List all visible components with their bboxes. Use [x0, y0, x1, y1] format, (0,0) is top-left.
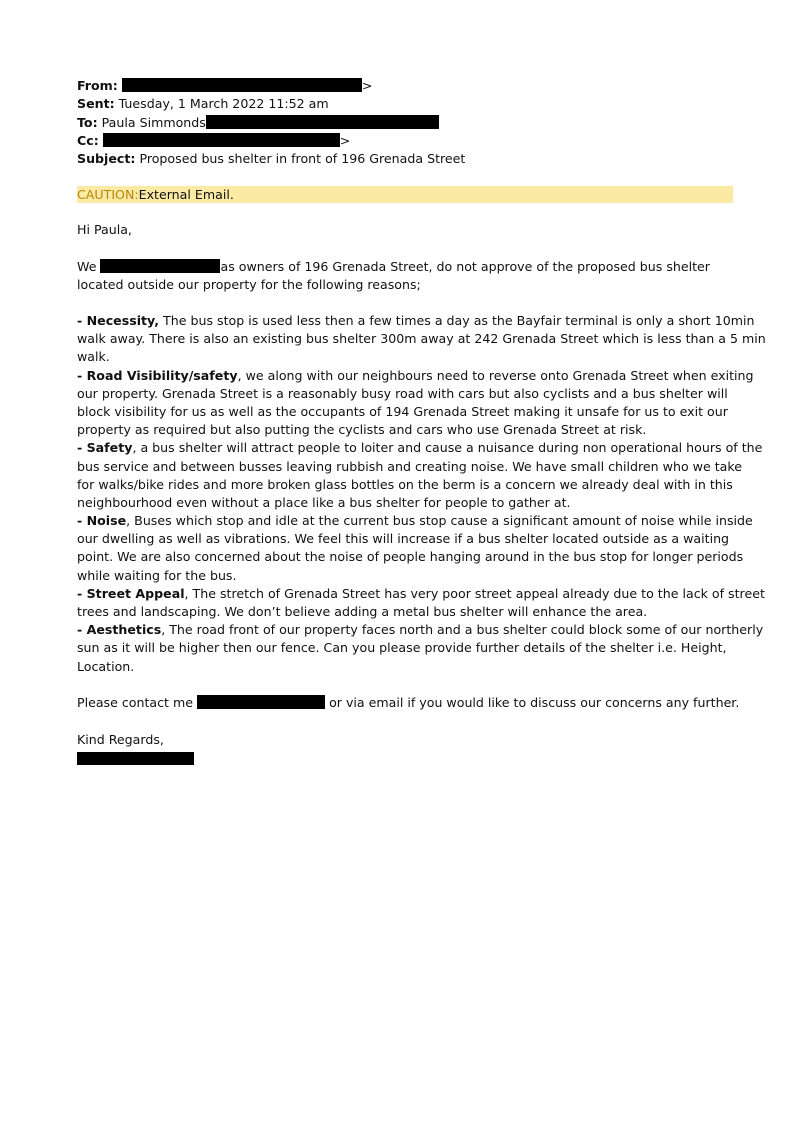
necessity-text: The bus stop is used less then a few times a day as the Bayfair terminal is only a short 10min [159, 313, 755, 328]
intro-paragraph [77, 258, 733, 294]
from-suffix: > [361, 78, 373, 93]
redacted-to-address [206, 115, 439, 129]
intro-line-2: located outside our property for the following reasons; [77, 277, 421, 293]
subject-line [77, 150, 733, 168]
visibility-line-2: our property. Grenada Street is a reasonably busy road with cars but also cyclists and a bus shelter will [77, 385, 728, 401]
reasons-list [77, 312, 766, 676]
intro-line-1 [77, 258, 733, 276]
visibility-label: - Road Visibility/safety [77, 367, 238, 383]
from-label: From: [77, 78, 118, 93]
to-line [77, 114, 733, 132]
aesthetics-line-2: sun as it will be higher then our fence. Can you please provide further details of the shelter i.e. Height, [77, 640, 727, 656]
intro-line-1-text: as owners of 196 Grenada Street, do not approve of the proposed bus shelter [220, 259, 710, 274]
safety-text: , a bus shelter will attract people to loiter and cause a nuisance during non operational hours of the [132, 440, 763, 456]
contact-paragraph [77, 694, 740, 712]
cc-label: Cc: [77, 132, 99, 148]
visibility-line-1 [77, 367, 754, 385]
aesthetics-label: - Aesthetics [77, 622, 162, 638]
subject-label: Subject: [77, 151, 136, 167]
necessity-label: - Necessity, [77, 313, 160, 328]
closing [77, 731, 733, 749]
caution-label: CAUTION: [77, 187, 139, 202]
external-email-banner [77, 186, 733, 203]
contact-before: Please contact me [77, 695, 194, 710]
noise-label: - Noise [77, 513, 127, 529]
necessity-line-3: walk. [77, 349, 110, 365]
contact-after: or via email if you would like to discuss our concerns any further. [329, 695, 740, 710]
noise-line-3: point. We are also concerned about the noise of people hanging around in the bus stop for longer periods [77, 549, 744, 565]
redacted-cc-address [103, 133, 340, 147]
cc-suffix: > [339, 132, 351, 148]
greeting-text: Hi Paula, [77, 222, 132, 237]
safety-line-4: neighbourhood even without a place like a bus shelter for people to gather at. [77, 494, 571, 510]
street-appeal-text: , The stretch of Grenada Street has very poor street appeal already due to the lack of street [184, 585, 765, 601]
necessity-line-2: walk away. There is also an existing bus shelter 300m away at 242 Grenada Street which is less than a 5 min [77, 331, 766, 347]
redacted-from-address [122, 78, 362, 92]
safety-line-3: for walks/bike rides and more broken glass bottles on the berm is a concern we already deal with in this [77, 476, 733, 492]
aesthetics-line-1 [77, 621, 764, 639]
noise-text: , Buses which stop and idle at the current bus stop cause a significant amount of noise while inside [126, 513, 753, 529]
street-appeal-label: - Street Appeal [77, 585, 185, 601]
to-value: Paula Simmonds [101, 114, 206, 130]
safety-line-1 [77, 439, 763, 457]
necessity-line-1 [77, 312, 755, 330]
visibility-line-4: property as required but also putting the cyclists and cars who use Grenada Street at risk. [77, 422, 647, 438]
redacted-phone [197, 695, 325, 709]
to-label: To: [77, 114, 98, 130]
safety-line-2: bus service and between busses leaving rubbish and creating noise. We have small children who we take [77, 458, 742, 474]
caution-text: External Email. [138, 187, 234, 202]
noise-line-4: while waiting for the bus. [77, 567, 237, 583]
visibility-text: , we along with our neighbours need to reverse onto Grenada Street when exiting [237, 367, 754, 383]
aesthetics-line-3: Location. [77, 658, 135, 674]
contact-line [77, 694, 740, 712]
greeting [77, 221, 733, 239]
sent-line [77, 95, 733, 113]
redacted-signature [77, 752, 194, 765]
sent-label: Sent: [77, 96, 115, 112]
email-header [77, 77, 733, 168]
safety-label: - Safety [77, 440, 133, 456]
aesthetics-text: , The road front of our property faces north and a bus shelter could block some of our northerly [161, 622, 764, 638]
noise-line-1 [77, 512, 753, 530]
from-line [77, 77, 733, 95]
cc-line [77, 132, 733, 150]
closing-text: Kind Regards, [77, 732, 164, 747]
intro-we: We [77, 259, 97, 274]
noise-line-2: our dwelling as well as vibrations. We feel this will increase if a bus shelter located outside as a waiting [77, 531, 730, 547]
visibility-line-3: block visibility for us as well as the occupants of 194 Grenada Street making it unsafe for us to exit our [77, 403, 728, 419]
street-appeal-line-2: trees and landscaping. We don’t believe adding a metal bus shelter will enhance the area. [77, 604, 648, 619]
subject-value: Proposed bus shelter in front of 196 Grenada Street [139, 151, 466, 167]
redacted-names [100, 259, 220, 273]
street-appeal-line-1 [77, 585, 765, 603]
sent-value: Tuesday, 1 March 2022 11:52 am [118, 96, 329, 112]
